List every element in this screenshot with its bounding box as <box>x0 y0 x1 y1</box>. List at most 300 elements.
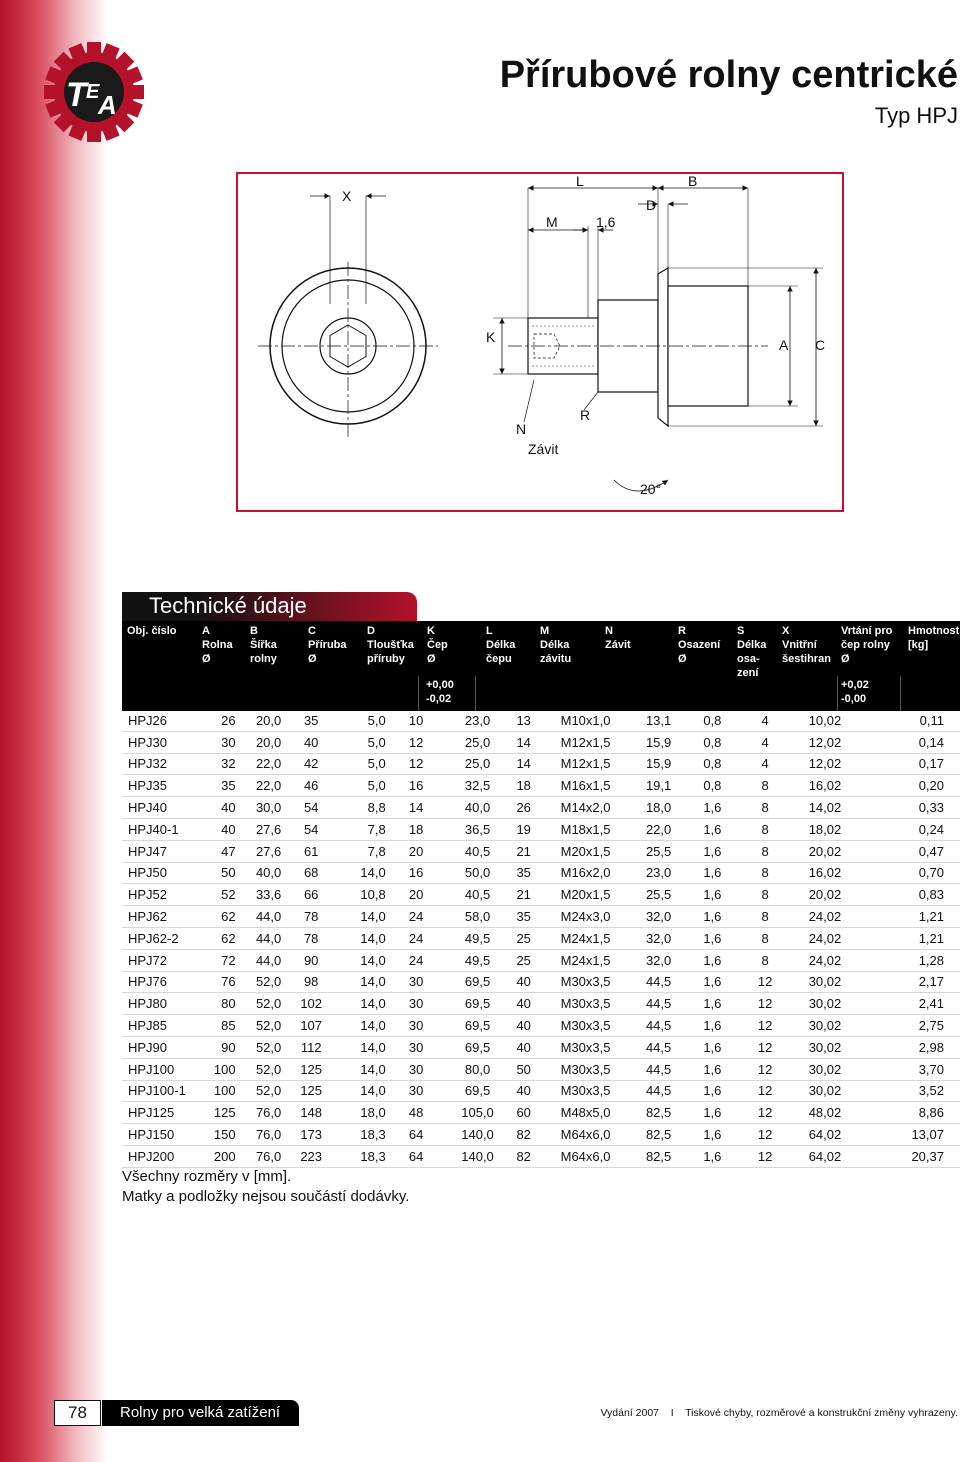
table-cell: HPJ40 <box>122 797 207 819</box>
table-cell: 16,02 <box>790 775 859 797</box>
table-row <box>122 775 960 797</box>
table-cell: 1,6 <box>685 797 740 819</box>
table-cell: 19,1 <box>632 775 685 797</box>
table-row <box>122 993 960 1015</box>
tolerance-vrtani: +0,02 -0,00 <box>841 679 869 705</box>
dim-label-angle: 20° <box>640 481 662 497</box>
table-row <box>122 818 960 840</box>
table-cell: 14,02 <box>790 797 859 819</box>
note-nuts: Matky a podložky nejsou součástí dodávky. <box>122 1188 410 1205</box>
table-cell: 44,5 <box>632 1080 685 1102</box>
svg-text:T: T <box>66 76 87 114</box>
table-cell: 14,0 <box>341 906 386 928</box>
table-cell: 40 <box>508 1080 538 1102</box>
table-cell: 20,37 <box>859 1145 960 1167</box>
table-cell: 25 <box>508 949 538 971</box>
table-cell: 30,02 <box>790 1036 859 1058</box>
dim-label-b: B <box>688 174 698 189</box>
table-cell: 32,0 <box>632 949 685 971</box>
table-cell: 10 <box>386 710 447 731</box>
table-cell: 125 <box>281 1080 341 1102</box>
table-cell: 5,0 <box>341 753 386 775</box>
table-cell: 40 <box>508 993 538 1015</box>
table-row <box>122 862 960 884</box>
dim-label-gap: 1,6 <box>596 214 616 230</box>
table-row <box>122 797 960 819</box>
table-cell: 8 <box>740 884 791 906</box>
table-cell: 18,02 <box>790 818 859 840</box>
table-cell: 200 <box>207 1145 235 1167</box>
table-cell: 12 <box>740 1145 791 1167</box>
table-cell: HPJ90 <box>122 1036 207 1058</box>
table-cell: 19 <box>508 818 538 840</box>
table-cell: 35 <box>508 906 538 928</box>
table-cell: 12,02 <box>790 753 859 775</box>
table-cell: 1,21 <box>859 927 960 949</box>
table-cell: HPJ80 <box>122 993 207 1015</box>
table-cell: M16x1,5 <box>539 775 632 797</box>
table-cell: 14,0 <box>341 862 386 884</box>
table-cell: 2,98 <box>859 1036 960 1058</box>
table-cell: HPJ100 <box>122 1058 207 1080</box>
table-cell: 30,02 <box>790 1058 859 1080</box>
table-cell: 7,8 <box>341 840 386 862</box>
table-cell: 22,0 <box>236 753 282 775</box>
table-cell: 44,0 <box>236 949 282 971</box>
table-cell: 82,5 <box>632 1102 685 1124</box>
table-cell: 30 <box>386 1015 447 1037</box>
table-cell: 8 <box>740 927 791 949</box>
table-cell: 2,75 <box>859 1015 960 1037</box>
table-cell: 40 <box>508 1036 538 1058</box>
table-cell: 12 <box>740 1058 791 1080</box>
table-cell: 1,21 <box>859 906 960 928</box>
table-cell: 40,0 <box>236 862 282 884</box>
table-cell: 18,0 <box>341 1102 386 1124</box>
table-cell: HPJ47 <box>122 840 207 862</box>
table-cell: 52,0 <box>236 1058 282 1080</box>
header-cell: S Délka osa- zení <box>737 625 767 679</box>
table-cell: M24x1,5 <box>539 949 632 971</box>
table-cell: 14,0 <box>341 971 386 993</box>
footer-separator: I <box>670 1407 674 1419</box>
table-cell: 30 <box>386 1080 447 1102</box>
table-cell: M16x2,0 <box>539 862 632 884</box>
table-cell: M18x1,5 <box>539 818 632 840</box>
technical-data-table <box>122 710 960 1168</box>
table-row <box>122 840 960 862</box>
table-cell: 125 <box>207 1102 235 1124</box>
footer-edition: Vydání 2007 <box>600 1407 660 1419</box>
table-cell: 35 <box>281 710 341 731</box>
table-cell: 44,0 <box>236 906 282 928</box>
front-view <box>258 188 438 438</box>
table-cell: 14 <box>386 797 447 819</box>
table-cell: 76,0 <box>236 1102 282 1124</box>
table-cell: 50 <box>207 862 235 884</box>
table-cell: 105,0 <box>447 1102 509 1124</box>
table-cell: 30,02 <box>790 971 859 993</box>
table-cell: M12x1,5 <box>539 731 632 753</box>
table-cell: 82 <box>508 1124 538 1146</box>
table-cell: 20,02 <box>790 884 859 906</box>
table-row <box>122 1102 960 1124</box>
table-cell: M30x3,5 <box>539 1058 632 1080</box>
table-cell: 12 <box>740 993 791 1015</box>
table-cell: 44,5 <box>632 993 685 1015</box>
table-cell: 66 <box>281 884 341 906</box>
table-cell: 72 <box>207 949 235 971</box>
table-cell: 35 <box>207 775 235 797</box>
table-cell: 44,5 <box>632 1015 685 1037</box>
table-cell: 33,6 <box>236 884 282 906</box>
table-cell: 12 <box>386 753 447 775</box>
table-cell: 68 <box>281 862 341 884</box>
table-cell: 125 <box>281 1058 341 1080</box>
table-cell: 12 <box>740 1124 791 1146</box>
table-cell: 30 <box>386 1036 447 1058</box>
table-cell: 40 <box>281 731 341 753</box>
table-cell: 16 <box>386 862 447 884</box>
table-row <box>122 1015 960 1037</box>
table-cell: 62 <box>207 906 235 928</box>
table-row <box>122 1080 960 1102</box>
table-cell: 69,5 <box>447 1015 509 1037</box>
table-cell: HPJ200 <box>122 1145 207 1167</box>
table-cell: 8 <box>740 797 791 819</box>
footer-disclaimer-text: Tiskové chyby, rozměrové a konstrukční změny vyhrazeny. <box>685 1407 958 1419</box>
header-cell: Hmotnost [kg] <box>908 625 960 651</box>
table-cell: M24x1,5 <box>539 927 632 949</box>
table-cell: 0,8 <box>685 775 740 797</box>
table-cell: 18,3 <box>341 1145 386 1167</box>
table-cell: 40 <box>207 818 235 840</box>
table-cell: HPJ26 <box>122 710 207 731</box>
table-cell: 80,0 <box>447 1058 509 1080</box>
table-cell: 14,0 <box>341 1058 386 1080</box>
table-cell: 12,02 <box>790 731 859 753</box>
table-cell: 0,20 <box>859 775 960 797</box>
table-cell: 44,0 <box>236 927 282 949</box>
table-cell: 90 <box>281 949 341 971</box>
dim-label-k: K <box>486 329 496 345</box>
table-cell: HPJ76 <box>122 971 207 993</box>
table-cell: 1,6 <box>685 1080 740 1102</box>
table-cell: 24 <box>386 949 447 971</box>
table-row <box>122 971 960 993</box>
table-cell: 22,0 <box>632 818 685 840</box>
table-cell: 44,5 <box>632 1036 685 1058</box>
table-cell: 5,0 <box>341 710 386 731</box>
table-cell: HPJ72 <box>122 949 207 971</box>
table-cell: 26 <box>508 797 538 819</box>
table-cell: 20 <box>386 840 447 862</box>
page-number: 78 <box>54 1400 101 1426</box>
table-cell: M64x6,0 <box>539 1124 632 1146</box>
header-cell: C Příruba Ø <box>308 625 347 665</box>
page-subtitle: Typ HPJ <box>874 103 958 128</box>
table-cell: 20,0 <box>236 731 282 753</box>
table-cell: 78 <box>281 906 341 928</box>
table-cell: 50 <box>508 1058 538 1080</box>
table-cell: HPJ50 <box>122 862 207 884</box>
table-cell: 44,5 <box>632 1058 685 1080</box>
table-cell: 27,6 <box>236 818 282 840</box>
svg-text:E: E <box>86 81 100 103</box>
svg-text:A: A <box>98 90 117 120</box>
table-cell: 21 <box>508 840 538 862</box>
note-dimensions: Všechny rozměry v [mm]. <box>122 1168 292 1185</box>
table-cell: 48,02 <box>790 1102 859 1124</box>
table-cell: 1,6 <box>685 884 740 906</box>
table-cell: 24,02 <box>790 927 859 949</box>
table-cell: M48x5,0 <box>539 1102 632 1124</box>
table-cell: 8 <box>740 840 791 862</box>
table-cell: 24 <box>386 927 447 949</box>
table-cell: 14,0 <box>341 993 386 1015</box>
table-cell: 14,0 <box>341 949 386 971</box>
table-row <box>122 753 960 775</box>
table-cell: 49,5 <box>447 949 509 971</box>
table-cell: 58,0 <box>447 906 509 928</box>
table-cell: 54 <box>281 797 341 819</box>
table-header <box>122 621 960 711</box>
dim-label-zavit: Závit <box>528 441 559 457</box>
table-cell: M30x3,5 <box>539 971 632 993</box>
table-cell: 1,6 <box>685 927 740 949</box>
table-cell: 25 <box>508 927 538 949</box>
table-cell: 24,02 <box>790 906 859 928</box>
table-cell: 85 <box>207 1015 235 1037</box>
table-cell: 8,8 <box>341 797 386 819</box>
table-cell: 12 <box>740 971 791 993</box>
table-cell: 140,0 <box>447 1124 509 1146</box>
table-cell: M64x6,0 <box>539 1145 632 1167</box>
table-cell: 80 <box>207 993 235 1015</box>
table-cell: 62 <box>207 927 235 949</box>
dim-label-n: N <box>516 421 527 437</box>
table-cell: 0,14 <box>859 731 960 753</box>
table-cell: 24,02 <box>790 949 859 971</box>
header-cell: N Závit <box>605 625 631 651</box>
table-cell: 7,8 <box>341 818 386 840</box>
table-cell: 82,5 <box>632 1124 685 1146</box>
table-cell: M30x3,5 <box>539 1036 632 1058</box>
table-cell: 40,0 <box>447 797 509 819</box>
table-row <box>122 1058 960 1080</box>
header-cell: D Tloušťka příruby <box>367 625 414 665</box>
table-cell: 0,70 <box>859 862 960 884</box>
table-cell: M20x1,5 <box>539 884 632 906</box>
table-cell: 8 <box>740 775 791 797</box>
table-cell: 1,6 <box>685 1015 740 1037</box>
table-cell: 40 <box>508 971 538 993</box>
side-color-band <box>0 0 108 1462</box>
table-cell: 30 <box>207 731 235 753</box>
table-cell: 52,0 <box>236 993 282 1015</box>
table-cell: 64,02 <box>790 1145 859 1167</box>
header-cell: Vrtání pro čep rolny Ø <box>841 625 893 665</box>
table-cell: 16 <box>386 775 447 797</box>
header-cell: K Čep Ø <box>427 625 448 665</box>
table-cell: 30 <box>386 971 447 993</box>
table-cell: 13 <box>508 710 538 731</box>
table-cell: M14x2,0 <box>539 797 632 819</box>
table-cell: 76,0 <box>236 1145 282 1167</box>
table-cell: 1,6 <box>685 818 740 840</box>
dim-label-x: X <box>342 188 352 204</box>
table-cell: 32,5 <box>447 775 509 797</box>
table-cell: 1,6 <box>685 949 740 971</box>
table-cell: 1,6 <box>685 862 740 884</box>
table-cell: 52,0 <box>236 1015 282 1037</box>
table-cell: 12 <box>740 1036 791 1058</box>
table-cell: 3,70 <box>859 1058 960 1080</box>
table-cell: 0,24 <box>859 818 960 840</box>
table-cell: 0,83 <box>859 884 960 906</box>
table-cell: 30 <box>386 993 447 1015</box>
table-cell: 12 <box>740 1102 791 1124</box>
table-cell: 1,6 <box>685 1058 740 1080</box>
table-cell: 82,5 <box>632 1145 685 1167</box>
side-view <box>486 174 825 497</box>
table-cell: 21 <box>508 884 538 906</box>
table-row <box>122 884 960 906</box>
table-cell: 69,5 <box>447 1080 509 1102</box>
table-cell: 76,0 <box>236 1124 282 1146</box>
table-cell: M24x3,0 <box>539 906 632 928</box>
dim-label-l: L <box>576 174 584 189</box>
table-cell: 14,0 <box>341 1080 386 1102</box>
header-cell: R Osazení Ø <box>678 625 721 665</box>
table-cell: 52 <box>207 884 235 906</box>
table-cell: HPJ35 <box>122 775 207 797</box>
dim-label-c: C <box>815 337 826 353</box>
table-cell: 15,9 <box>632 753 685 775</box>
table-cell: M30x3,5 <box>539 993 632 1015</box>
table-cell: 18,3 <box>341 1124 386 1146</box>
table-cell: 90 <box>207 1036 235 1058</box>
table-cell: 27,6 <box>236 840 282 862</box>
table-cell: 61 <box>281 840 341 862</box>
header-cell: M Délka závitu <box>540 625 572 665</box>
table-cell: 26 <box>207 710 235 731</box>
table-cell: 64 <box>386 1145 447 1167</box>
table-row <box>122 949 960 971</box>
table-cell: HPJ62-2 <box>122 927 207 949</box>
table-cell: 24 <box>386 906 447 928</box>
table-cell: 20 <box>386 884 447 906</box>
table-cell: 8,86 <box>859 1102 960 1124</box>
table-cell: 69,5 <box>447 993 509 1015</box>
table-cell: 44,5 <box>632 971 685 993</box>
table-cell: 2,17 <box>859 971 960 993</box>
table-cell: 1,6 <box>685 1124 740 1146</box>
tea-logo <box>42 40 146 144</box>
table-cell: 64 <box>386 1124 447 1146</box>
table-cell: 112 <box>281 1036 341 1058</box>
table-cell: 150 <box>207 1124 235 1146</box>
table-cell: 20,02 <box>790 840 859 862</box>
header-cell: A Rolna Ø <box>202 625 233 665</box>
table-cell: 14 <box>508 753 538 775</box>
table-cell: 2,41 <box>859 993 960 1015</box>
table-cell: 47 <box>207 840 235 862</box>
dim-label-r: R <box>580 407 591 423</box>
table-cell: 40,5 <box>447 840 509 862</box>
table-cell: M30x3,5 <box>539 1080 632 1102</box>
table-cell: 30,02 <box>790 993 859 1015</box>
table-cell: 40 <box>508 1015 538 1037</box>
table-cell: 42 <box>281 753 341 775</box>
table-cell: HPJ100-1 <box>122 1080 207 1102</box>
table-cell: HPJ52 <box>122 884 207 906</box>
table-cell: M12x1,5 <box>539 753 632 775</box>
table-cell: 1,6 <box>685 971 740 993</box>
table-cell: 1,6 <box>685 1145 740 1167</box>
table-cell: 12 <box>740 1015 791 1037</box>
table-cell: 98 <box>281 971 341 993</box>
table-cell: M20x1,5 <box>539 840 632 862</box>
table-cell: 14,0 <box>341 927 386 949</box>
table-cell: 13,1 <box>632 710 685 731</box>
page-title: Přírubové rolny centrické <box>499 54 958 96</box>
table-cell: 18 <box>386 818 447 840</box>
table-row <box>122 731 960 753</box>
table-cell: 14,0 <box>341 1036 386 1058</box>
table-cell: 0,11 <box>859 710 960 731</box>
table-cell: 78 <box>281 927 341 949</box>
table-cell: 1,28 <box>859 949 960 971</box>
table-cell: 69,5 <box>447 971 509 993</box>
table-cell: 52,0 <box>236 1036 282 1058</box>
header-cell: Obj. číslo <box>127 625 177 637</box>
table-cell: M30x3,5 <box>539 1015 632 1037</box>
table-cell: 0,8 <box>685 710 740 731</box>
table-cell: 64,02 <box>790 1124 859 1146</box>
table-cell: 140,0 <box>447 1145 509 1167</box>
table-cell: HPJ32 <box>122 753 207 775</box>
table-cell: 0,8 <box>685 731 740 753</box>
table-cell: 8 <box>740 949 791 971</box>
table-row <box>122 1145 960 1167</box>
table-cell: 32,0 <box>632 927 685 949</box>
table-cell: 10,8 <box>341 884 386 906</box>
table-cell: 30,02 <box>790 1015 859 1037</box>
table-cell: 23,0 <box>447 710 509 731</box>
section-title: Technické údaje <box>122 592 417 622</box>
table-cell: 13,07 <box>859 1124 960 1146</box>
table-cell: 223 <box>281 1145 341 1167</box>
table-row <box>122 906 960 928</box>
table-cell: 20,0 <box>236 710 282 731</box>
footer-disclaimer <box>600 1407 958 1419</box>
table-cell: 1,6 <box>685 1102 740 1124</box>
table-cell: 12 <box>386 731 447 753</box>
table-cell: 4 <box>740 710 791 731</box>
table-cell: 46 <box>281 775 341 797</box>
table-cell: 32,0 <box>632 906 685 928</box>
table-cell: 0,33 <box>859 797 960 819</box>
footer-section-name: Rolny pro velká zatížení <box>102 1400 299 1426</box>
table-cell: 35 <box>508 862 538 884</box>
header-cell: B Šířka rolny <box>250 625 277 665</box>
table-cell: 32 <box>207 753 235 775</box>
table-cell: 4 <box>740 731 791 753</box>
table-cell: 16,02 <box>790 862 859 884</box>
table-cell: 8 <box>740 818 791 840</box>
table-cell: 14 <box>508 731 538 753</box>
